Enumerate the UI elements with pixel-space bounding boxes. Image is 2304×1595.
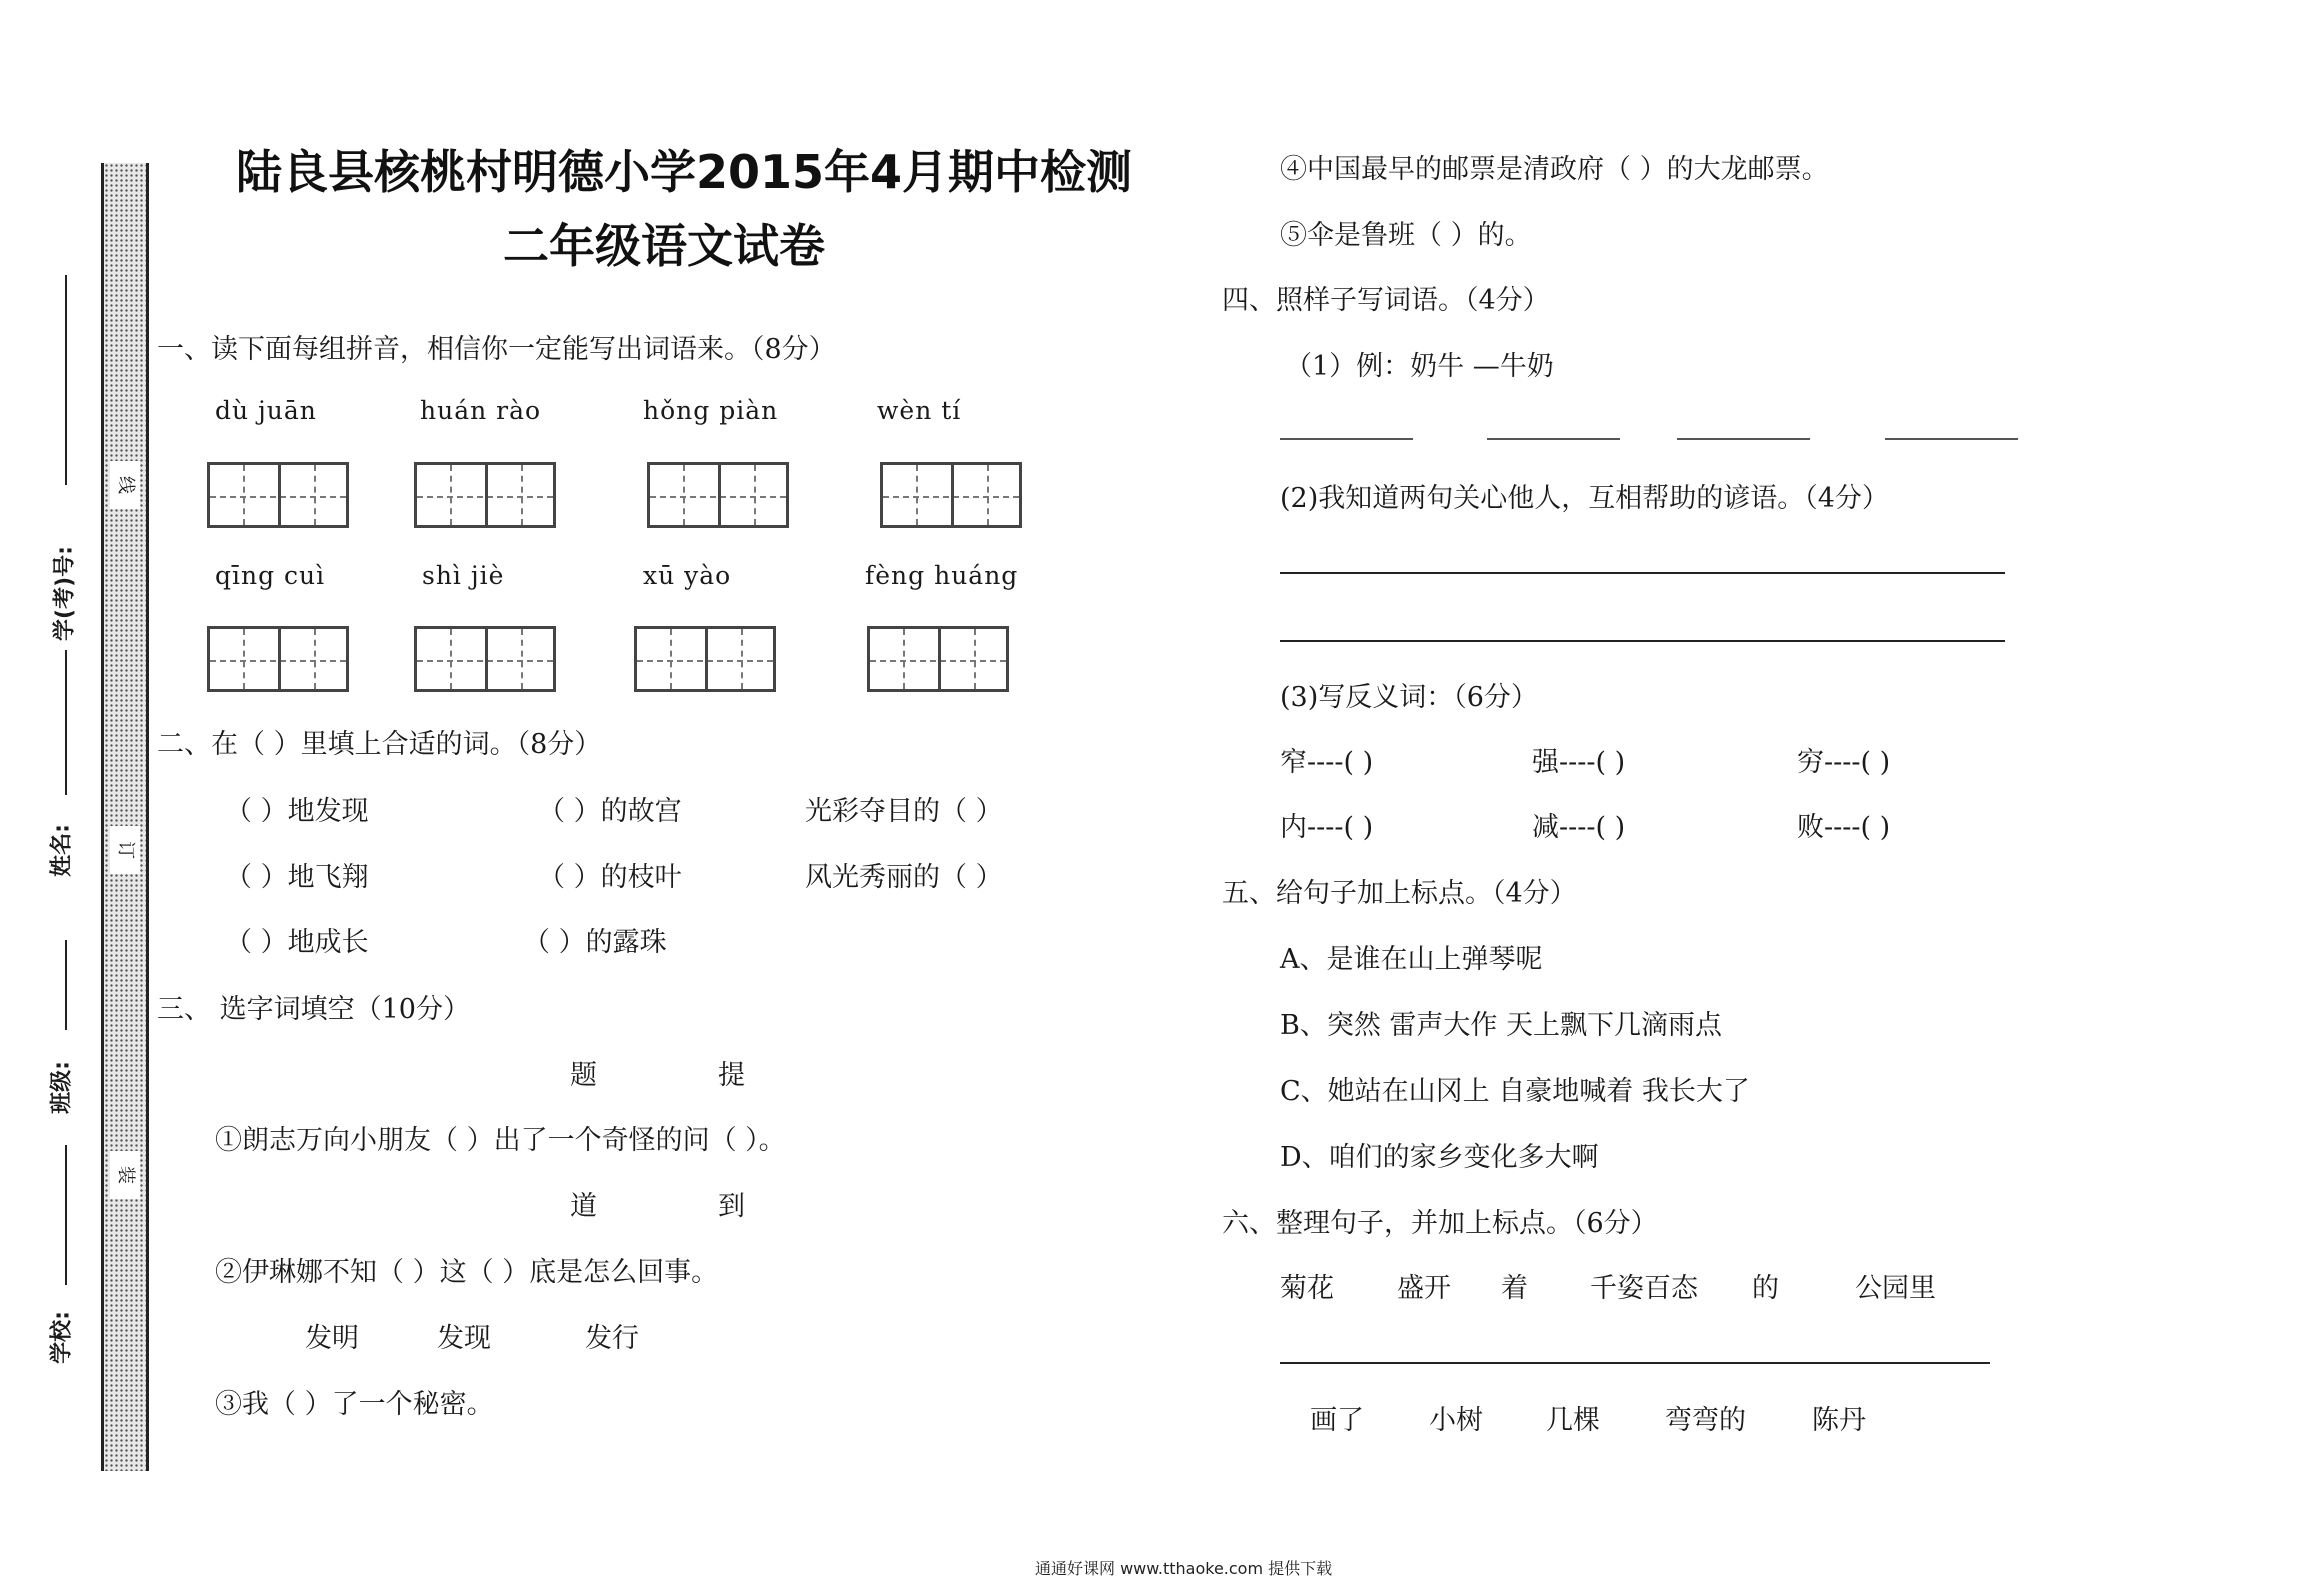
antonym-item[interactable]: 败----( ) bbox=[1797, 812, 1891, 843]
page-title: 陆良县核桃村明德小学2015年4月期中检测 bbox=[236, 145, 1133, 199]
word-tile: 千姿百态 bbox=[1590, 1273, 1698, 1304]
answer-line[interactable] bbox=[1677, 438, 1810, 440]
q2-blank[interactable]: 风光秀丽的（ ） bbox=[805, 862, 1003, 893]
choice-word: 发明 bbox=[305, 1323, 359, 1354]
choice-char: 题 bbox=[570, 1060, 597, 1091]
write-grid[interactable] bbox=[634, 626, 776, 692]
q5-item-a[interactable]: A、是谁在山上弹琴呢 bbox=[1280, 944, 1543, 975]
write-grid[interactable] bbox=[867, 626, 1009, 692]
q2-blank[interactable]: （ ）的露珠 bbox=[523, 927, 667, 958]
q3-sentence-2[interactable]: ②伊琳娜不知（ ）这（ ）底是怎么回事。 bbox=[215, 1257, 719, 1288]
word-tile: 陈丹 bbox=[1812, 1405, 1866, 1436]
q5-item-b[interactable]: B、突然 雷声大作 天上飘下几滴雨点 bbox=[1280, 1010, 1723, 1041]
side-line bbox=[65, 650, 67, 795]
q2-blank[interactable]: （ ）的枝叶 bbox=[538, 862, 682, 893]
antonym-item[interactable]: 窄----( ) bbox=[1280, 747, 1374, 778]
strip-char-zhuang: 装 bbox=[110, 1151, 140, 1199]
answer-line[interactable] bbox=[1280, 640, 2005, 642]
label-class: 班级: bbox=[49, 1061, 75, 1114]
q2-heading: 二、在（ ）里填上合适的词。（8分） bbox=[157, 729, 602, 760]
write-grid[interactable] bbox=[647, 462, 789, 528]
q3-sentence-3[interactable]: ③我（ ）了一个秘密。 bbox=[215, 1389, 494, 1420]
word-tile: 画了 bbox=[1310, 1405, 1364, 1436]
word-tile: 的 bbox=[1752, 1273, 1779, 1304]
q4-part3: (3)写反义词：（6分） bbox=[1280, 682, 1538, 713]
antonym-item[interactable]: 内----( ) bbox=[1280, 812, 1374, 843]
pinyin-8: fèng huáng bbox=[865, 561, 1019, 590]
q4-part2: (2)我知道两句关心他人，互相帮助的谚语。（4分） bbox=[1280, 483, 1889, 514]
word-tile: 公园里 bbox=[1855, 1273, 1936, 1304]
answer-line[interactable] bbox=[1280, 572, 2005, 574]
word-tile: 着 bbox=[1501, 1273, 1528, 1304]
side-line bbox=[65, 940, 67, 1030]
q3-heading: 三、 选字词填空（10分） bbox=[157, 994, 470, 1025]
label-name: 姓名: bbox=[49, 824, 75, 877]
strip-char-ding: 订 bbox=[110, 826, 140, 874]
pinyin-5: qīng cuì bbox=[215, 561, 326, 590]
antonym-item[interactable]: 强----( ) bbox=[1532, 747, 1626, 778]
q4-heading: 四、照样子写词语。（4分） bbox=[1222, 285, 1550, 316]
write-grid[interactable] bbox=[207, 626, 349, 692]
answer-line[interactable] bbox=[1885, 438, 2018, 440]
pinyin-7: xū yào bbox=[643, 561, 732, 590]
binding-strip bbox=[101, 163, 149, 1471]
q2-blank[interactable]: （ ）地成长 bbox=[225, 927, 369, 958]
pinyin-4: wèn tí bbox=[877, 396, 962, 425]
q3-sentence-1[interactable]: ①朗志万向小朋友（ ）出了一个奇怪的问（ ）。 bbox=[215, 1125, 786, 1156]
side-line bbox=[65, 1145, 67, 1285]
side-line bbox=[65, 275, 67, 485]
write-grid[interactable] bbox=[414, 626, 556, 692]
q6-heading: 六、整理句子，并加上标点。（6分） bbox=[1222, 1208, 1658, 1239]
word-tile: 菊花 bbox=[1280, 1273, 1334, 1304]
answer-line[interactable] bbox=[1487, 438, 1620, 440]
antonym-item[interactable]: 减----( ) bbox=[1532, 812, 1626, 843]
q5-heading: 五、给句子加上标点。（4分） bbox=[1222, 878, 1577, 909]
write-grid[interactable] bbox=[880, 462, 1022, 528]
footer-text: 通通好课网 www.tthaoke.com 提供下载 bbox=[1035, 1559, 1333, 1578]
q2-blank[interactable]: （ ）的故宫 bbox=[538, 796, 682, 827]
word-tile: 几棵 bbox=[1546, 1405, 1600, 1436]
q2-blank[interactable]: 光彩夺目的（ ） bbox=[805, 796, 1003, 827]
answer-line[interactable] bbox=[1280, 438, 1413, 440]
choice-word: 发现 bbox=[437, 1323, 491, 1354]
label-student-number: 学(考)号: bbox=[52, 546, 78, 641]
write-grid[interactable] bbox=[207, 462, 349, 528]
q1-heading: 一、读下面每组拼音，相信你一定能写出词语来。（8分） bbox=[157, 334, 836, 365]
word-tile: 弯弯的 bbox=[1665, 1405, 1746, 1436]
label-school: 学校: bbox=[49, 1311, 75, 1364]
q5-item-d[interactable]: D、咱们的家乡变化多大啊 bbox=[1280, 1142, 1599, 1173]
pinyin-1: dù juān bbox=[215, 396, 317, 425]
choice-char: 道 bbox=[570, 1191, 597, 1222]
strip-char-xian: 线 bbox=[110, 461, 140, 509]
pinyin-3: hǒng piàn bbox=[643, 396, 779, 425]
word-tile: 盛开 bbox=[1397, 1273, 1451, 1304]
q3-sentence-4[interactable]: ④中国最早的邮票是清政府（ ）的大龙邮票。 bbox=[1280, 154, 1829, 185]
choice-char: 到 bbox=[718, 1191, 745, 1222]
word-tile: 小树 bbox=[1429, 1405, 1483, 1436]
q5-item-c[interactable]: C、她站在山冈上 自豪地喊着 我长大了 bbox=[1280, 1076, 1750, 1107]
q4-example: （1）例：奶牛 —牛奶 bbox=[1285, 351, 1554, 382]
q2-blank[interactable]: （ ）地飞翔 bbox=[225, 862, 369, 893]
q3-sentence-5[interactable]: ⑤伞是鲁班（ ）的。 bbox=[1280, 220, 1532, 251]
page-subtitle: 二年级语文试卷 bbox=[503, 219, 825, 273]
antonym-item[interactable]: 穷----( ) bbox=[1797, 747, 1891, 778]
pinyin-2: huán rào bbox=[420, 396, 542, 425]
q2-blank[interactable]: （ ）地发现 bbox=[225, 796, 369, 827]
pinyin-6: shì jiè bbox=[422, 561, 505, 590]
answer-line[interactable] bbox=[1280, 1362, 1990, 1364]
write-grid[interactable] bbox=[414, 462, 556, 528]
choice-char: 提 bbox=[718, 1060, 745, 1091]
choice-word: 发行 bbox=[585, 1323, 639, 1354]
